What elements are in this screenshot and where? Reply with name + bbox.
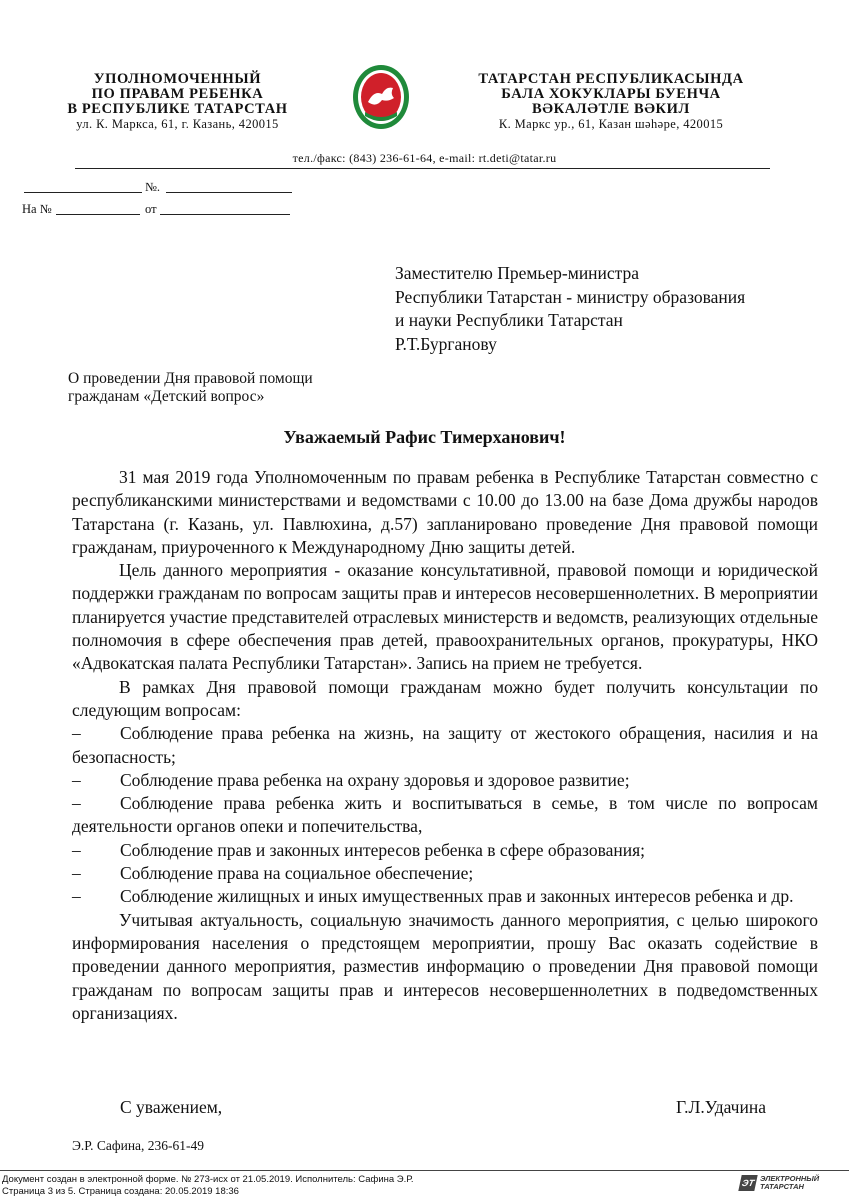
electronic-tatarstan-logo (740, 1174, 820, 1191)
list-item (72, 769, 818, 792)
footer-line: Документ создан в электронной форме. № 273-исх от 21.05.2019. Исполнитель: Сафина Э.Р. (2, 1174, 414, 1185)
list-item-text: Соблюдение жилищных и иных имущественных прав и законных интересов ребенка и др. (120, 886, 794, 907)
list-item-text: Соблюдение права на социальное обеспечение; (120, 863, 474, 884)
list-item-text: Соблюдение права ребенка на охрану здоровья и здоровое развитие; (120, 769, 630, 790)
addressee-line: Р.Т.Бурганову (395, 333, 497, 354)
footer-line: Страница 3 из 5. Страница создана: 20.05.2019 18:36 (2, 1186, 239, 1197)
signatory-name: Г.Л.Удачина (676, 1097, 766, 1117)
ref-number-label: На № (22, 202, 52, 216)
addressee-line: и науки Республики Татарстан (395, 310, 623, 330)
list-dash: – (72, 839, 81, 860)
org-name-line: ПО ПРАВАМ РЕБЕНКА (91, 86, 264, 102)
footer-info (2, 1174, 413, 1198)
ref-date-field (160, 200, 290, 215)
org-name-line: В РЕСПУБЛИКЕ ТАТАРСТАН (67, 101, 288, 117)
list-dash: – (72, 769, 81, 790)
org-name-line: БАЛА ХОКУКЛАРЫ БУЕНЧА (501, 86, 721, 102)
subject-line: О проведении Дня правовой помощи (68, 370, 313, 387)
addressee-line: Республики Татарстан - министру образования (395, 286, 746, 307)
list-item (72, 885, 818, 908)
org-address: К. Маркс ур., 61, Казан шәһәре, 420015 (498, 117, 724, 131)
letterhead-left (40, 72, 315, 132)
list-item-text: Соблюдение права ребенка на жизнь, на защиту от жестокого обращения, насилия и на безопасность; (72, 723, 818, 767)
footer-divider (0, 1170, 849, 1171)
org-address: ул. К. Маркса, 61, г. Казань, 420015 (76, 117, 279, 131)
logo-text: ЭЛЕКТРОННЫЙ (760, 1174, 820, 1183)
list-item (72, 792, 818, 839)
closing-paragraph: Учитывая актуальность, социальную значимость данного мероприятия, с целью широкого информирования населения о предстоящем мероприятии, прошу Вас оказать содействие в проведении данного мероприятия, разместив информацию о проведении Дня правовой помощи гражданам по вопросам защиты прав и интересов несовершеннолетних в подведомственных организациях. (72, 909, 818, 1023)
addressee-block (395, 262, 745, 356)
logo-text: ТАТАРСТАН (760, 1182, 804, 1191)
ref-number-field (56, 200, 140, 215)
closing-phrase: С уважением, (120, 1097, 223, 1117)
list-item (72, 722, 818, 769)
letterhead-right (450, 72, 772, 132)
list-dash: – (72, 863, 81, 884)
list-item-text: Соблюдение прав и законных интересов ребенка в сфере образования; (120, 839, 646, 860)
subject-block (68, 370, 313, 406)
tatarstan-emblem-icon (352, 64, 410, 130)
header-divider (75, 168, 770, 169)
ref-from-label: от (145, 202, 157, 216)
body-paragraph: 31 мая 2019 года Уполномоченным по правам ребенка в Республике Татарстан совместно с республиканскими министерствами и ведомствами с 10.00 до 13.00 на базе Дома дружбы народов Татарстана (г. Казань, ул. Павлюхина, д.57) запланировано проведение Дня правовой помощи гражданам, приуроченного к Международному Дню защиты детей. (72, 467, 818, 557)
list-dash: – (72, 886, 81, 907)
logo-mark-icon: ЭТ (738, 1175, 757, 1191)
addressee-line: Заместителю Премьер-министра (395, 263, 640, 283)
org-name-line: УПОЛНОМОЧЕННЫЙ (93, 71, 262, 87)
list-dash: – (72, 723, 81, 744)
list-item (72, 839, 818, 862)
list-dash: – (72, 793, 81, 814)
list-item-text: Соблюдение права ребенка жить и воспитываться в семье, в том числе по вопросам деятельности органов опеки и попечительства, (72, 793, 818, 837)
body-paragraph: Цель данного мероприятия - оказание консультативной, правовой помощи и юридической поддержки гражданам по вопросам защиты прав и интересов несовершеннолетних. В мероприятии планируется участие представителей отраслевых министерств и ведомств, реализующих отдельные полномочия в сфере обеспечения прав детей, правоохранительных органов, прокуратуры, НКО «Адвокатская палата Республики Татарстан». Запись на прием не требуется. (72, 560, 818, 674)
letter-body (72, 466, 818, 1025)
reg-number-label: №. (145, 180, 161, 194)
reg-date-field (24, 178, 142, 193)
executor-info: Э.Р. Сафина, 236-61-49 (72, 1138, 205, 1153)
org-name-line: ВӘКАЛӘТЛЕ ВӘКИЛ (532, 101, 690, 117)
reg-number-field (166, 178, 292, 193)
body-paragraph: В рамках Дня правовой помощи гражданам можно будет получить консультации по следующим вопросам: (72, 676, 818, 720)
list-item (72, 862, 818, 885)
contact-line: тел./факс: (843) 236-61-64, e-mail: rt.deti@tatar.ru (292, 151, 557, 165)
org-name-line: ТАТАРСТАН РЕСПУБЛИКАСЫНДА (478, 71, 744, 87)
subject-line: гражданам «Детский вопрос» (68, 388, 265, 405)
salutation: Уважаемый Рафис Тимерханович! (283, 427, 566, 447)
